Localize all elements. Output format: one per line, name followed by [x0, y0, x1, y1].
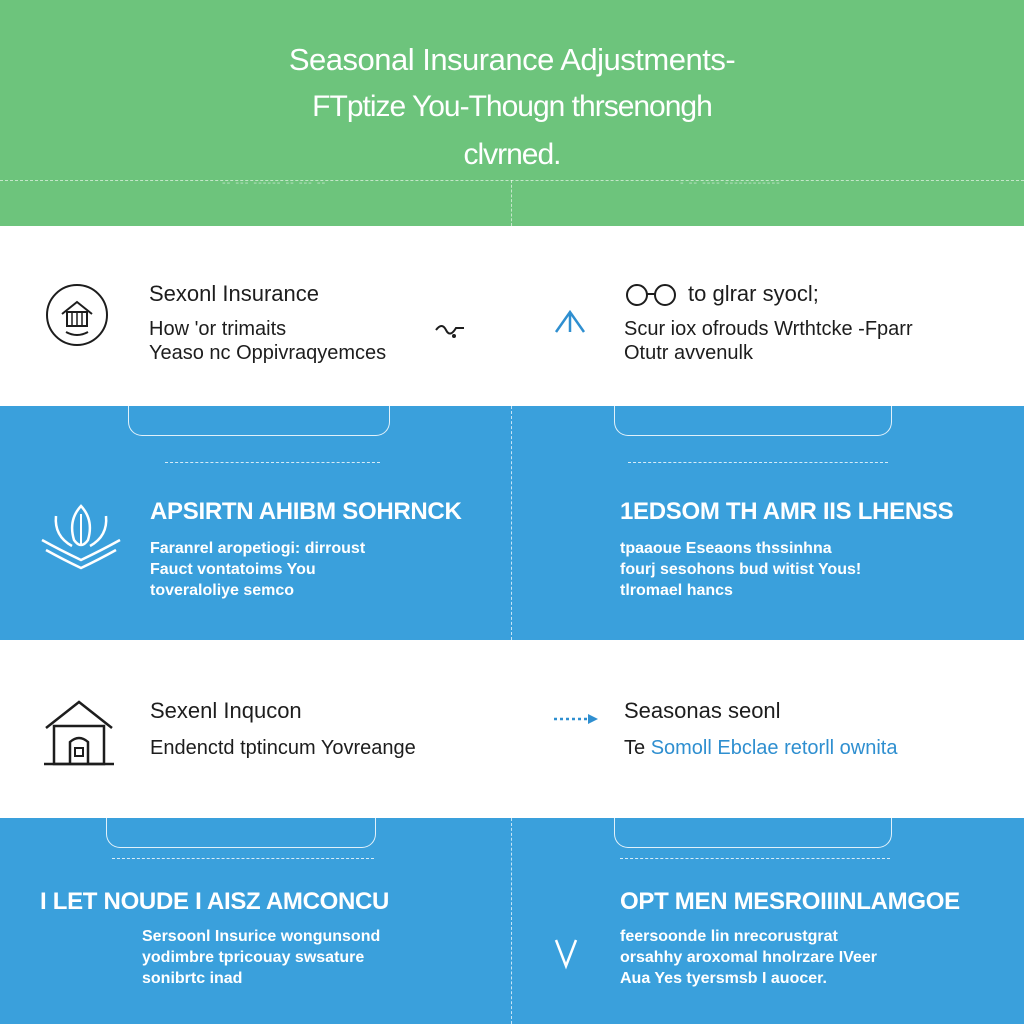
header-dashed-rule — [0, 180, 1024, 181]
row-4-right-heading: OPT MEN MESROIIINLAMGOE — [620, 888, 960, 915]
row-3-right-heading: Seasonas seonl — [624, 698, 781, 723]
row-4-right-cell — [620, 888, 960, 989]
house-icon — [42, 698, 116, 773]
row-3-right-line-1-prefix: Te — [624, 737, 646, 759]
row-2-left-line-3: toveraloliye semco — [150, 582, 295, 599]
row-2-right-line-2: fourj sesohons bud witist Yous! — [620, 561, 862, 578]
down-chevron-icon — [552, 936, 580, 975]
row-4-left-line-2: yodimbre tpricouay swsature — [142, 949, 365, 966]
row-2-left-cell — [150, 498, 461, 601]
row-2-left-line-2: Fauct vontatoims You — [150, 561, 316, 578]
page-subtitle: FTptize You-Thougn thrsenongh — [312, 90, 712, 123]
row-2-right-line-3: tlromael hancs — [620, 582, 733, 599]
row-2-left-rule — [165, 462, 380, 463]
row-2-left-tab — [128, 406, 390, 436]
row-1-right-line-1: Scur iox ofrouds Wrthtcke -Fparr — [624, 318, 913, 340]
row-4-left-rule — [112, 858, 374, 859]
row-4-divider — [511, 818, 512, 1024]
row-1-left-line-2: Yeaso nc Oppivraqyemces — [149, 342, 387, 364]
row-1-left-heading: Sexonl Insurance — [149, 281, 319, 306]
row-4 — [0, 818, 1024, 1024]
header-fine-print-right: - -- ---- ------------ — [680, 177, 781, 189]
row-3-right-cell — [624, 698, 897, 760]
up-arrow-icon — [552, 306, 588, 341]
row-4-left-tab — [106, 818, 376, 848]
row-2-left-line-1: Faranrel aropetiogi: dirroust — [150, 540, 366, 557]
row-1 — [0, 226, 1024, 406]
row-1-right-cell — [624, 281, 913, 365]
row-2-right-tab — [614, 406, 892, 436]
row-1-right-line-2: Otutr avvenulk — [624, 342, 753, 364]
plant-leaf-icon — [38, 498, 124, 579]
row-2-left-heading: APSIRTN AHIBM SOHRNCK — [150, 498, 462, 525]
row-3-right-line-1-suffix: retorll ownita — [784, 737, 898, 759]
row-4-left-body — [142, 926, 380, 989]
row-3-left-heading: Sexenl Inqucon — [150, 698, 302, 723]
row-4-right-line-3: Aua Yes tyersmsb I auocer. — [620, 970, 827, 987]
row-3-left-cell — [150, 698, 416, 760]
row-2-right-rule — [628, 462, 888, 463]
row-1-right-heading: to glrar syocl; — [688, 281, 819, 306]
row-2 — [0, 406, 1024, 640]
row-4-right-line-1: feersoonde lin nrecorustgrat — [620, 928, 838, 945]
row-3-right-line-1 — [624, 736, 897, 760]
page-subtitle-continued: clvrned. — [463, 138, 561, 171]
row-3-right-highlight: Somoll Ebclae — [650, 737, 779, 759]
small-squiggle-icon — [432, 318, 466, 347]
row-1-left-line-1: How 'or trimaits — [149, 318, 287, 340]
row-2-right-heading: 1EDSOM TH AMR IIS LHENSS — [620, 498, 954, 525]
row-4-right-tab — [614, 818, 892, 848]
row-1-left-cell — [149, 281, 386, 365]
header-banner — [0, 0, 1024, 226]
page-title: Seasonal Insurance Adjustments- — [288, 42, 736, 77]
header-center-divider — [511, 180, 512, 226]
header-fine-print-left: -- --- ------ -- --- -- — [222, 177, 327, 189]
row-3 — [0, 640, 1024, 818]
row-4-right-line-2: orsahhy aroxomal hnolrzare IVeer — [620, 949, 877, 966]
row-4-left-line-1: Sersoonl Insurice wongunsond — [142, 928, 381, 945]
row-2-right-cell — [620, 498, 953, 601]
row-4-left-cell — [40, 888, 389, 916]
row-4-right-rule — [620, 858, 890, 859]
row-3-left-line-1: Endenctd tptincum Yovreange — [150, 737, 416, 759]
row-2-right-line-1: tpaaoue Eseaons thssinhna — [620, 540, 832, 557]
row-2-divider — [511, 406, 512, 640]
dotted-right-arrow-icon — [552, 712, 600, 731]
house-shield-icon — [44, 282, 110, 353]
row-4-left-heading: I LET NOUDE I AISZ AMCONCU — [40, 888, 390, 915]
row-4-left-line-3: sonibrtc inad — [142, 970, 243, 987]
